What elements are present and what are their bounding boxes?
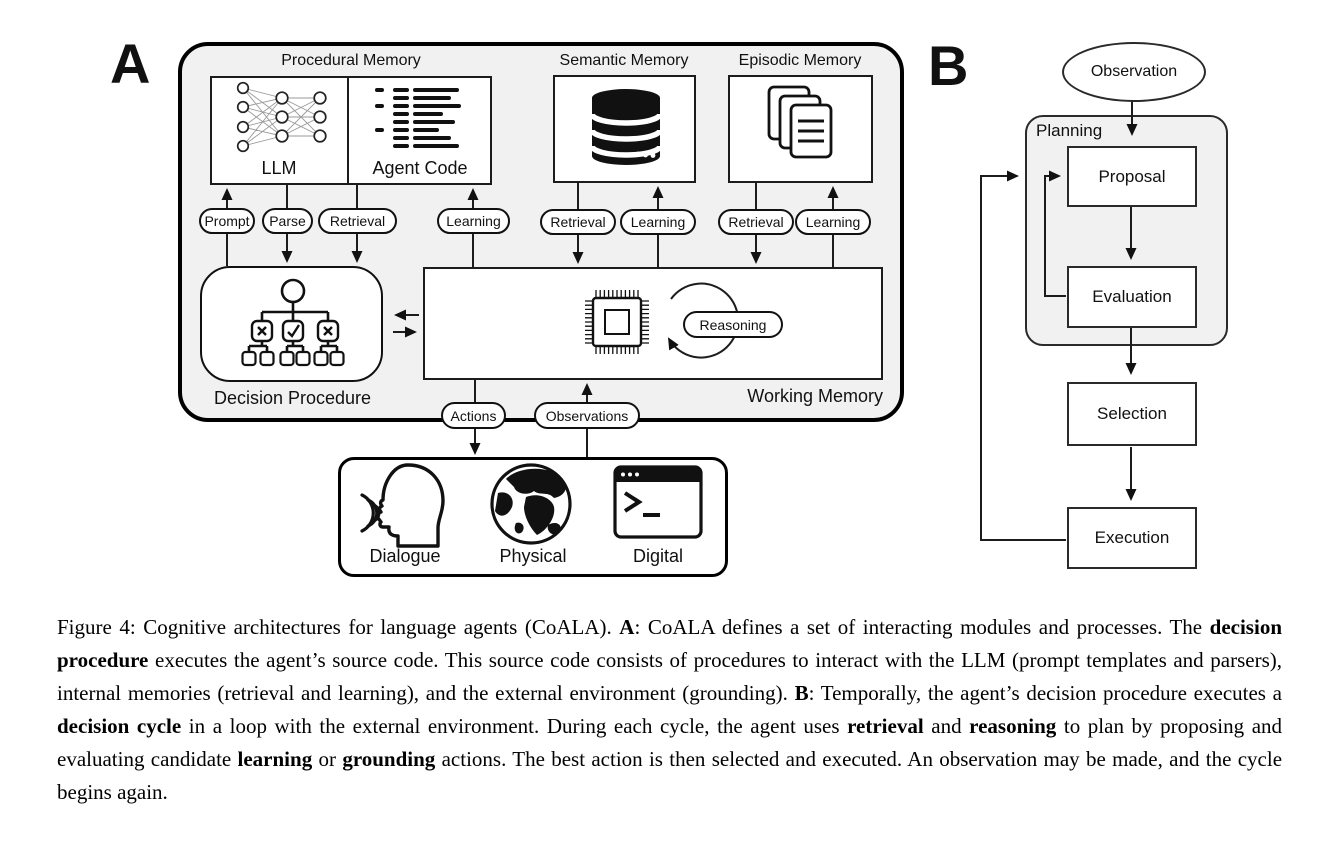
- retrieval-episodic-pill: Retrieval: [718, 209, 794, 235]
- arrow-execution-to-planning-loop: [981, 176, 1066, 540]
- learning-procedural-pill: Learning: [437, 208, 510, 234]
- execution-box: Execution: [1067, 507, 1197, 569]
- actions-pill: Actions: [441, 402, 506, 429]
- caption-bold-segment: decision procedure: [57, 615, 1282, 672]
- terminal-icon: [612, 463, 704, 543]
- caption-bold-segment: retrieval: [847, 714, 924, 738]
- decision-procedure-label: Decision Procedure: [213, 388, 372, 408]
- dialogue-label: Dialogue: [369, 546, 441, 566]
- retrieval-semantic-pill: Retrieval: [540, 209, 616, 235]
- arrow-evaluation-to-proposal-loop: [1045, 176, 1066, 296]
- caption-bold-segment: grounding: [342, 747, 436, 771]
- figure-caption: [57, 611, 1282, 809]
- evaluation-box: Evaluation: [1067, 266, 1197, 328]
- caption-text-segment: executes the agent’s source code. This source code consists of procedures to interact with the LLM (prompt templates and parsers), internal memories (retrieval and learning), and the external environment (grounding).: [57, 648, 1282, 705]
- observations-pill: Observations: [534, 402, 640, 429]
- dialogue-icon: [352, 460, 452, 550]
- panel-b-label: B: [928, 34, 969, 97]
- observation-ellipse: Observation: [1062, 42, 1206, 102]
- working-memory-label: Working Memory: [747, 386, 883, 406]
- proposal-box: Proposal: [1067, 146, 1197, 207]
- learning-episodic-pill: Learning: [795, 209, 871, 235]
- parse-pill: Parse: [262, 208, 313, 234]
- documents-icon: [767, 85, 837, 163]
- decision-tree-icon: [235, 274, 350, 374]
- database-icon: [586, 86, 666, 170]
- learning-semantic-pill: Learning: [620, 209, 696, 235]
- reasoning-pill: Reasoning: [683, 311, 783, 338]
- caption-text-segment: and: [923, 714, 970, 738]
- agent-code-icon: [373, 84, 463, 154]
- neural-network-icon: [225, 80, 335, 155]
- caption-text-segment: actions. The best action is then selected and executed. An observation may be made, and the cycle begins again.: [57, 747, 1283, 804]
- caption-text-segment: or: [312, 747, 343, 771]
- caption-text-segment: in a loop with the external environment. During each cycle, the agent uses: [181, 714, 848, 738]
- caption-bold-segment: reasoning: [969, 714, 1057, 738]
- cpu-icon: [580, 285, 655, 360]
- caption-text-segment: to plan by proposing and evaluating candidate: [57, 714, 1283, 771]
- procedural-memory-title: Procedural Memory: [281, 52, 421, 69]
- panel-a-label: A: [110, 32, 151, 95]
- procedural-memory-divider: [347, 76, 349, 185]
- caption-bold-segment: A: [619, 615, 635, 639]
- llm-label: LLM: [261, 158, 297, 178]
- selection-box: Selection: [1067, 382, 1197, 446]
- caption-bold-segment: B: [794, 681, 809, 705]
- retrieval-procedural-pill: Retrieval: [318, 208, 397, 234]
- digital-label: Digital: [632, 546, 684, 566]
- planning-label: Planning: [1036, 121, 1103, 140]
- caption-text-segment: Figure 4: Cognitive architectures for language agents (CoALA).: [57, 615, 620, 639]
- prompt-pill: Prompt: [199, 208, 255, 234]
- caption-bold-segment: learning: [237, 747, 313, 771]
- globe-icon: [488, 461, 574, 547]
- caption-text-segment: : Temporally, the agent’s decision procedure executes a: [808, 681, 1282, 705]
- caption-text-segment: : CoALA defines a set of interacting modules and processes. The: [634, 615, 1210, 639]
- semantic-memory-title: Semantic Memory: [559, 52, 689, 69]
- caption-bold-segment: decision cycle: [57, 714, 182, 738]
- agent-code-label: Agent Code: [372, 158, 468, 178]
- physical-label: Physical: [499, 546, 567, 566]
- episodic-memory-title: Episodic Memory: [738, 52, 862, 69]
